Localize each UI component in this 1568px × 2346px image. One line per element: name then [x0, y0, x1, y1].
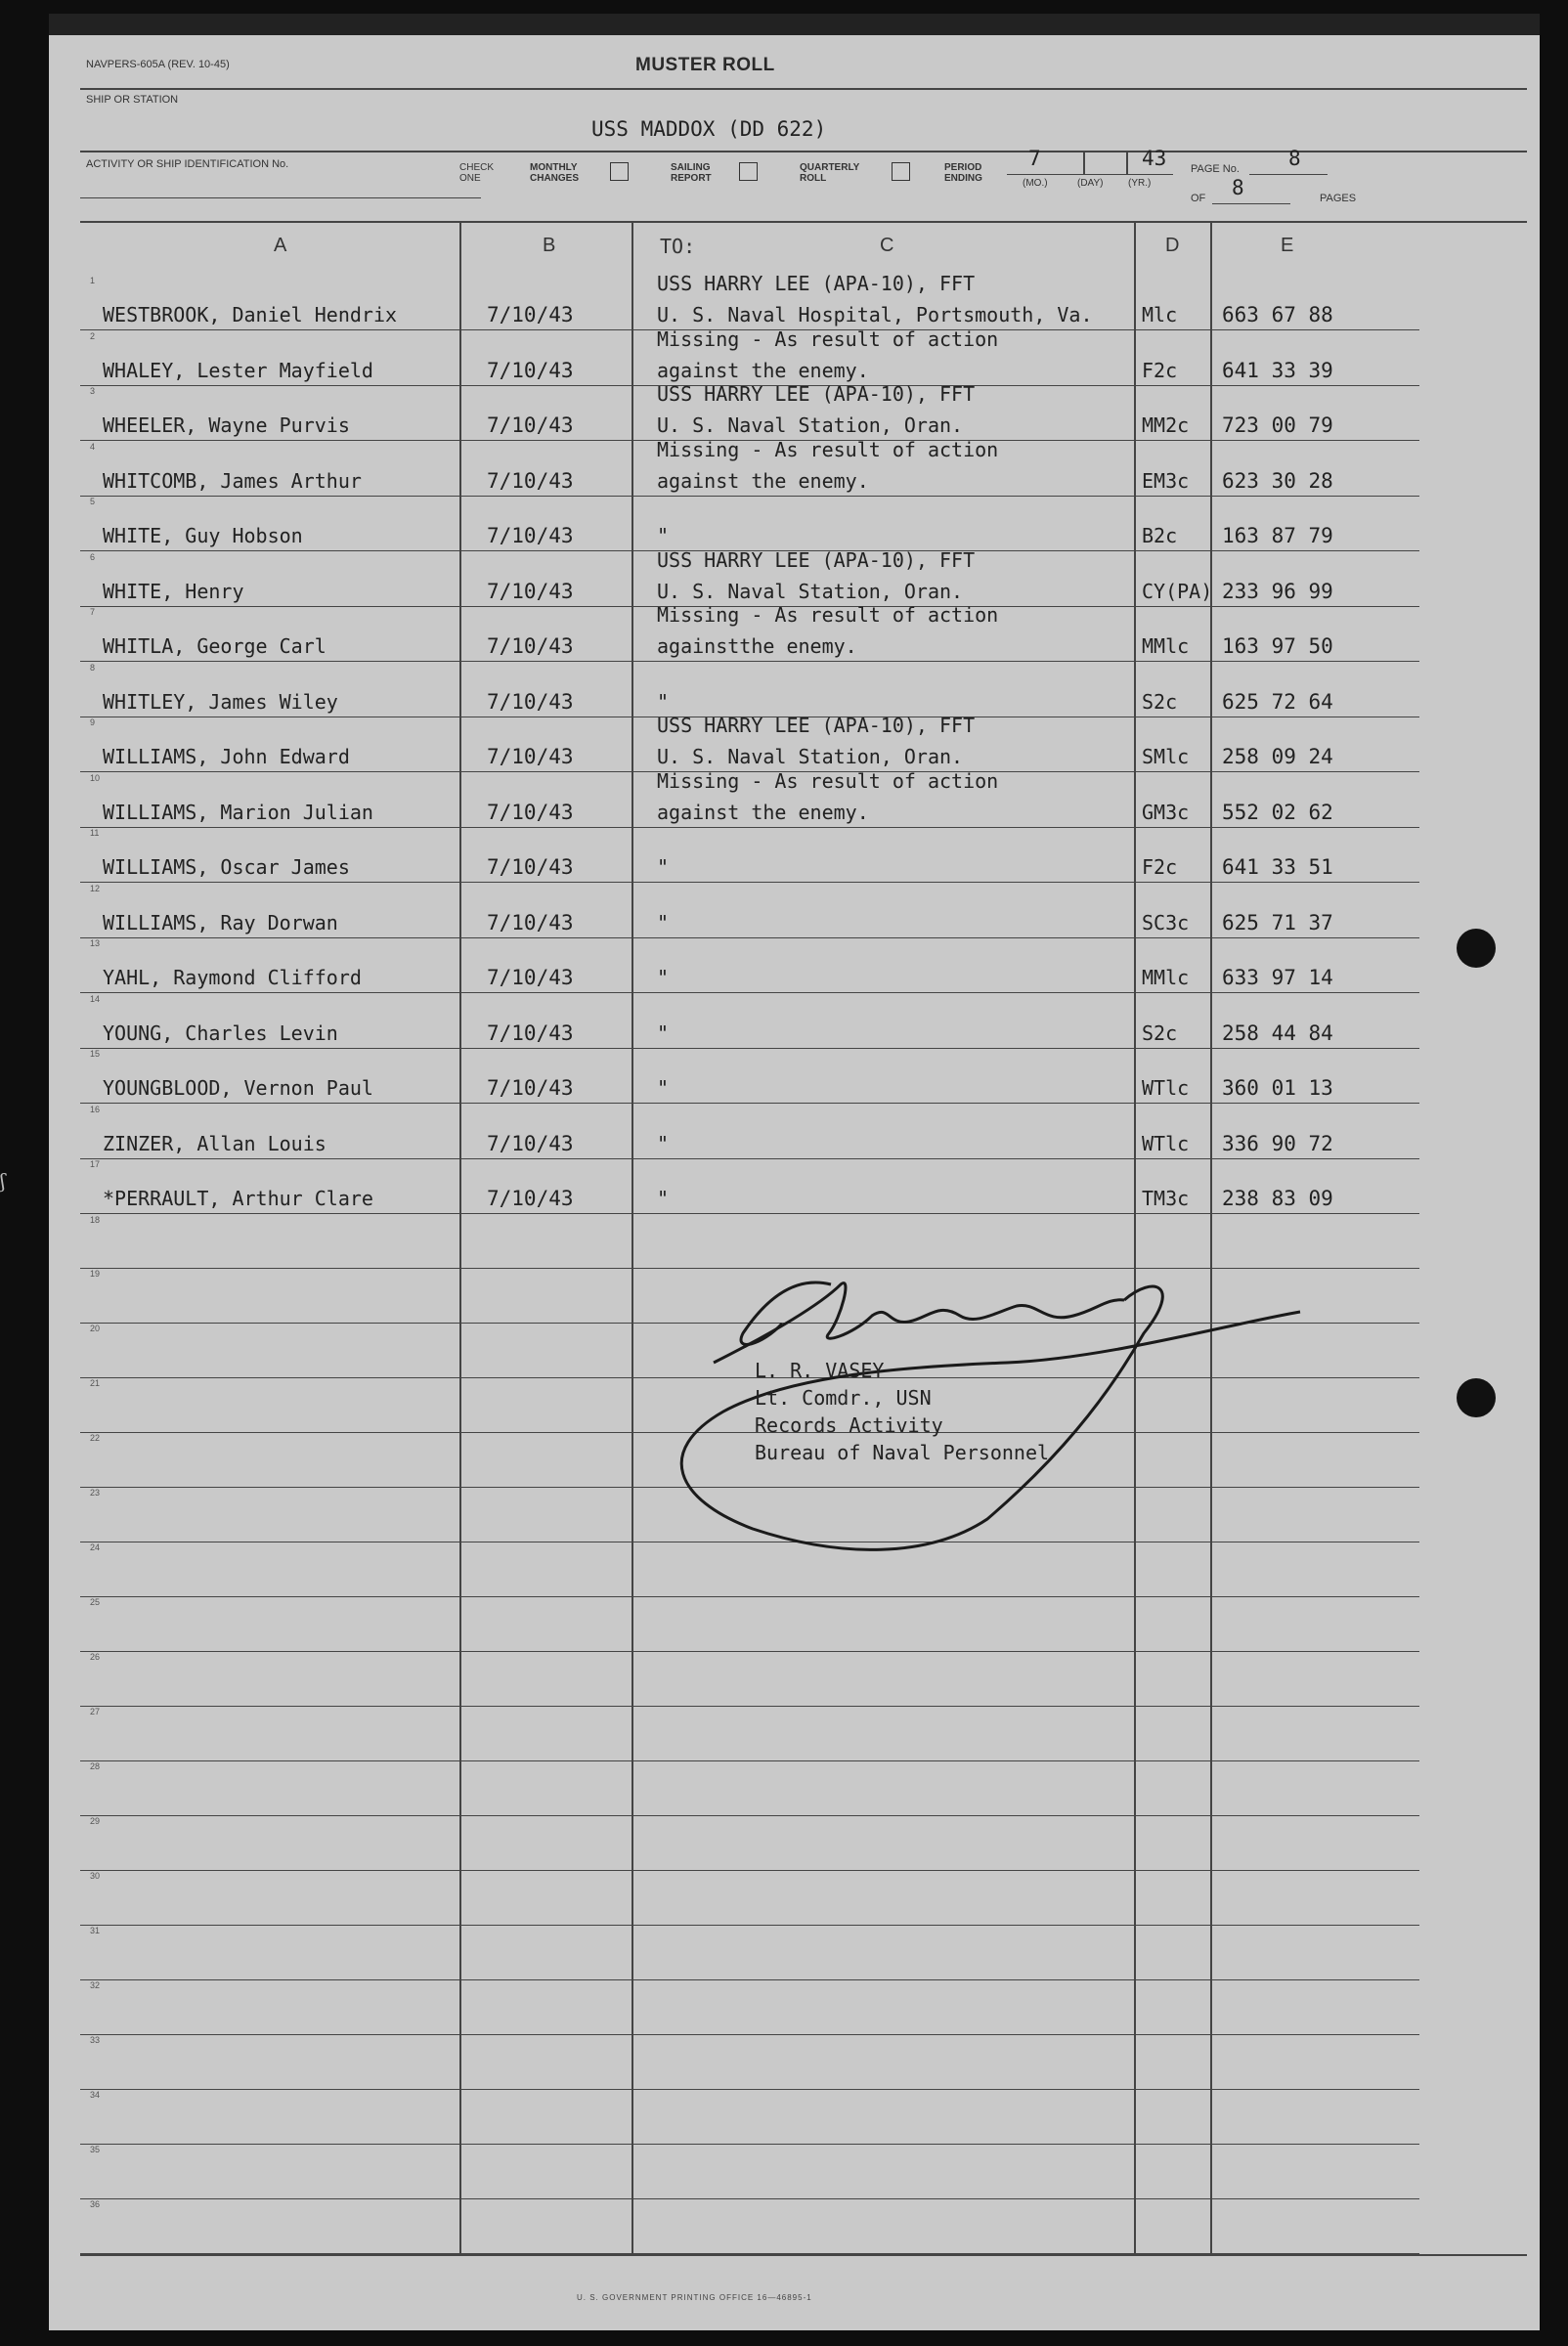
service-number: 623 30 28	[1222, 468, 1333, 493]
rate: MM2c	[1142, 413, 1190, 437]
change-date: 7/10/43	[487, 800, 574, 824]
row-number: 1	[90, 276, 96, 285]
transfer-line-2: "	[657, 1021, 670, 1045]
empty-row	[49, 1215, 1540, 1270]
handwritten-signature	[596, 1265, 1339, 1578]
row-number: 23	[90, 1488, 101, 1499]
signatory-office: Records Activity	[755, 1413, 943, 1437]
row-number: 36	[90, 2199, 101, 2210]
transfer-line-2: against the enemy.	[657, 358, 869, 382]
row-number: 16	[90, 1104, 101, 1114]
row-number: 7	[90, 607, 96, 617]
period-underline	[1007, 174, 1173, 175]
row-number: 8	[90, 662, 96, 673]
change-date: 7/10/43	[487, 1076, 574, 1100]
transfer-line-2: U. S. Naval Hospital, Portsmouth, Va.	[657, 303, 1093, 326]
change-date: 7/10/43	[487, 966, 574, 989]
empty-row	[49, 1652, 1540, 1707]
sailing-report-label: SAILING REPORT	[671, 162, 712, 184]
page-underline	[1249, 174, 1328, 175]
table-row	[49, 603, 1540, 662]
row-number: 4	[90, 441, 96, 452]
row-number: 15	[90, 1049, 101, 1059]
member-name: WHITLEY, James Wiley	[103, 689, 338, 714]
row-number: 17	[90, 1159, 101, 1169]
top-edge-strip	[49, 14, 1540, 35]
transfer-line-2: U. S. Naval Station, Oran.	[657, 413, 964, 437]
change-date: 7/10/43	[487, 855, 574, 879]
rate: Mlc	[1142, 303, 1178, 326]
service-number: 641 33 39	[1222, 358, 1333, 382]
member-name: WHITLA, George Carl	[103, 634, 327, 658]
transfer-line-2: against the enemy.	[657, 468, 869, 493]
signatory-rank: Lt. Comdr., USN	[755, 1386, 932, 1410]
change-date: 7/10/43	[487, 303, 574, 326]
transfer-line-2: "	[657, 966, 670, 989]
change-date: 7/10/43	[487, 745, 574, 768]
row-number: 5	[90, 497, 96, 506]
sailing-report-checkbox[interactable]	[739, 162, 758, 181]
empty-row	[49, 2035, 1540, 2090]
printing-office-footer: U. S. GOVERNMENT PRINTING OFFICE 16—46895-1	[577, 2293, 812, 2302]
yr-label: (YR.)	[1128, 178, 1152, 189]
row-number: 2	[90, 330, 96, 341]
rate: CY(PA)	[1142, 579, 1213, 603]
period-ending-label: PERIOD ENDING	[944, 162, 982, 184]
transfer-line-2: U. S. Naval Station, Oran.	[657, 579, 964, 603]
row-number: 9	[90, 717, 96, 727]
transfer-line-1: USS HARRY LEE (APA-10), FFT	[657, 547, 976, 572]
row-number: 18	[90, 1214, 101, 1225]
row-number: 12	[90, 883, 101, 893]
empty-row	[49, 1980, 1540, 2035]
ship-station-label: SHIP OR STATION	[86, 94, 179, 106]
rate: WTlc	[1142, 1076, 1190, 1100]
row-number: 35	[90, 2145, 101, 2155]
table-row	[49, 326, 1540, 386]
row-number: 29	[90, 1816, 101, 1827]
pages-label: PAGES	[1320, 193, 1357, 204]
transfer-line-2: "	[657, 1131, 670, 1155]
row-number: 27	[90, 1707, 101, 1717]
member-name: WHALEY, Lester Mayfield	[103, 358, 373, 382]
transfer-line-1: Missing - As result of action	[657, 326, 999, 351]
rate: MMlc	[1142, 634, 1190, 658]
table-row	[49, 1049, 1540, 1104]
change-date: 7/10/43	[487, 468, 574, 493]
rate: F2c	[1142, 358, 1178, 382]
check-one-label: CHECK ONE	[459, 162, 495, 184]
table-row	[49, 437, 1540, 497]
muster-roll-sheet	[49, 14, 1540, 2330]
service-number: 625 72 64	[1222, 689, 1333, 714]
empty-row	[49, 1926, 1540, 1980]
page-number: 8	[1288, 147, 1301, 170]
member-name: WHITE, Henry	[103, 579, 244, 603]
service-number: 163 97 50	[1222, 634, 1333, 658]
ship-name: USS MADDOX (DD 622)	[591, 117, 827, 141]
transfer-line-2: "	[657, 524, 670, 547]
member-name: *PERRAULT, Arthur Clare	[103, 1187, 373, 1210]
column-e-header: E	[1281, 235, 1294, 256]
service-number: 641 33 51	[1222, 855, 1333, 879]
table-top-border	[80, 221, 1527, 223]
row-number: 10	[90, 772, 101, 783]
empty-row	[49, 1816, 1540, 1871]
form-number: NAVPERS-605A (REV. 10-45)	[86, 59, 230, 70]
row-number: 24	[90, 1542, 101, 1553]
table-row	[49, 1159, 1540, 1214]
rate: GM3c	[1142, 800, 1190, 824]
empty-row	[49, 1597, 1540, 1652]
row-number: 14	[90, 993, 101, 1004]
rate: SMlc	[1142, 745, 1190, 768]
signatory-bureau: Bureau of Naval Personnel	[755, 1441, 1050, 1464]
service-number: 233 96 99	[1222, 579, 1333, 603]
change-date: 7/10/43	[487, 524, 574, 547]
row-number: 3	[90, 386, 96, 396]
day-label: (DAY)	[1077, 178, 1104, 189]
table-row	[49, 382, 1540, 441]
activity-underline	[80, 197, 481, 198]
service-number: 336 90 72	[1222, 1131, 1333, 1155]
form-title: MUSTER ROLL	[635, 55, 775, 75]
table-row	[49, 828, 1540, 883]
rate: F2c	[1142, 855, 1178, 879]
rate: S2c	[1142, 1021, 1178, 1045]
change-date: 7/10/43	[487, 413, 574, 437]
member-name: YOUNGBLOOD, Vernon Paul	[103, 1076, 373, 1100]
table-row	[49, 663, 1540, 717]
service-number: 258 44 84	[1222, 1021, 1333, 1045]
member-name: YOUNG, Charles Levin	[103, 1021, 338, 1045]
row-number: 22	[90, 1433, 101, 1444]
transfer-line-2: "	[657, 689, 670, 714]
row-number: 11	[90, 828, 100, 838]
table-row	[49, 884, 1540, 938]
table-row	[49, 547, 1540, 607]
monthly-changes-checkbox[interactable]	[610, 162, 629, 181]
member-name: WHEELER, Wayne Purvis	[103, 413, 350, 437]
service-number: 625 71 37	[1222, 910, 1333, 934]
activity-id-label: ACTIVITY OR SHIP IDENTIFICATION No.	[86, 158, 289, 170]
table-bottom-border	[80, 2254, 1527, 2256]
row-number: 13	[90, 938, 101, 948]
table-row	[49, 1105, 1540, 1159]
page-no-label: PAGE No.	[1191, 163, 1240, 175]
empty-row	[49, 2090, 1540, 2145]
member-name: ZINZER, Allan Louis	[103, 1131, 327, 1155]
table-row	[49, 938, 1540, 993]
member-name: WESTBROOK, Daniel Hendrix	[103, 303, 398, 326]
rate: EM3c	[1142, 468, 1190, 493]
change-date: 7/10/43	[487, 634, 574, 658]
service-number: 723 00 79	[1222, 413, 1333, 437]
period-month: 7	[1028, 147, 1041, 170]
date-separator	[1083, 151, 1085, 174]
transfer-line-1: Missing - As result of action	[657, 603, 999, 627]
member-name: WILLIAMS, Ray Dorwan	[103, 910, 338, 934]
row-number: 32	[90, 1980, 101, 1991]
table-row	[49, 714, 1540, 772]
row-number: 20	[90, 1324, 101, 1334]
member-name: WILLIAMS, Oscar James	[103, 855, 350, 879]
service-number: 258 09 24	[1222, 745, 1333, 768]
column-d-header: D	[1165, 235, 1180, 256]
edge-mark: ʃ	[0, 1169, 6, 1193]
service-number: 163 87 79	[1222, 524, 1333, 547]
service-number: 552 02 62	[1222, 800, 1333, 824]
empty-row	[49, 2199, 1540, 2254]
service-number: 238 83 09	[1222, 1187, 1333, 1210]
row-number: 21	[90, 1378, 101, 1389]
change-date: 7/10/43	[487, 579, 574, 603]
row-number: 31	[90, 1926, 101, 1936]
rate: S2c	[1142, 689, 1178, 714]
change-date: 7/10/43	[487, 1187, 574, 1210]
of-pages-number: 8	[1232, 176, 1244, 199]
transfer-line-1: Missing - As result of action	[657, 437, 999, 461]
transfer-line-2: U. S. Naval Station, Oran.	[657, 745, 964, 768]
change-date: 7/10/43	[487, 1131, 574, 1155]
transfer-line-1: USS HARRY LEE (APA-10), FFT	[657, 272, 976, 295]
transfer-line-2: against the enemy.	[657, 800, 869, 824]
table-row	[49, 994, 1540, 1049]
row-number: 28	[90, 1761, 101, 1772]
member-name: WILLIAMS, Marion Julian	[103, 800, 373, 824]
divider	[80, 88, 1527, 90]
empty-row	[49, 1707, 1540, 1761]
rate: SC3c	[1142, 910, 1190, 934]
transfer-line-1: USS HARRY LEE (APA-10), FFT	[657, 714, 976, 737]
change-date: 7/10/43	[487, 689, 574, 714]
service-number: 663 67 88	[1222, 303, 1333, 326]
transfer-line-1: USS HARRY LEE (APA-10), FFT	[657, 382, 976, 406]
punch-hole	[1457, 1378, 1496, 1417]
rate: WTlc	[1142, 1131, 1190, 1155]
transfer-line-1: Missing - As result of action	[657, 768, 999, 793]
transfer-line-2: againstthe enemy.	[657, 634, 857, 658]
monthly-changes-label: MONTHLY CHANGES	[530, 162, 580, 184]
transfer-line-2: "	[657, 910, 670, 934]
member-name: YAHL, Raymond Clifford	[103, 966, 362, 989]
quarterly-roll-checkbox[interactable]	[892, 162, 910, 181]
member-name: WHITE, Guy Hobson	[103, 524, 303, 547]
row-number: 6	[90, 551, 96, 562]
of-pages-underline	[1212, 203, 1290, 204]
signatory-name: L. R. VASEY	[755, 1359, 885, 1382]
transfer-line-2: "	[657, 1187, 670, 1210]
column-b-header: B	[543, 235, 556, 256]
empty-row	[49, 1871, 1540, 1926]
member-name: WILLIAMS, John Edward	[103, 745, 350, 768]
period-year: 43	[1142, 147, 1167, 170]
rate: TM3c	[1142, 1187, 1190, 1210]
transfer-line-2: "	[657, 1076, 670, 1100]
row-number: 33	[90, 2035, 101, 2046]
quarterly-roll-label: QUARTERLY ROLL	[800, 162, 860, 184]
of-label: OF	[1191, 193, 1206, 204]
table-row	[49, 272, 1540, 330]
transfer-line-2: "	[657, 855, 670, 879]
row-number: 25	[90, 1597, 101, 1608]
rate: MMlc	[1142, 966, 1190, 989]
service-number: 633 97 14	[1222, 966, 1333, 989]
change-date: 7/10/43	[487, 358, 574, 382]
row-number: 26	[90, 1652, 101, 1663]
mo-label: (MO.)	[1023, 178, 1048, 189]
to-label: TO:	[660, 235, 696, 258]
column-c-header: C	[880, 235, 894, 256]
rate: B2c	[1142, 524, 1178, 547]
empty-row	[49, 1761, 1540, 1816]
change-date: 7/10/43	[487, 910, 574, 934]
table-row	[49, 768, 1540, 828]
punch-hole	[1457, 929, 1496, 968]
empty-row	[49, 2145, 1540, 2199]
row-number: 30	[90, 1871, 101, 1882]
divider	[80, 151, 1527, 152]
row-number: 19	[90, 1269, 101, 1280]
row-number: 34	[90, 2090, 101, 2101]
column-a-header: A	[274, 235, 287, 256]
member-name: WHITCOMB, James Arthur	[103, 468, 362, 493]
date-separator	[1126, 151, 1128, 174]
table-row	[49, 497, 1540, 551]
service-number: 360 01 13	[1222, 1076, 1333, 1100]
change-date: 7/10/43	[487, 1021, 574, 1045]
